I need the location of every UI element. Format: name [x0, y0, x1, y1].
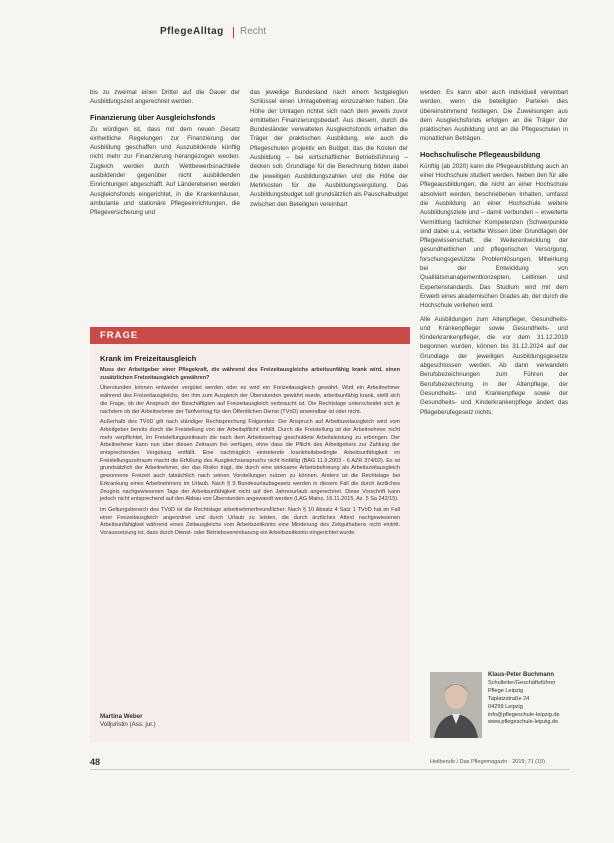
- author-city: 04299 Leipzig: [488, 703, 523, 710]
- column2-body: das jeweilige Bundesland nach einem festgelegten Schlüssel einen Umlagebeitrag einzuzahlen haben. Die Höhe der Umlagen richtet sich nach dem jeweils zuvor ermittelten Finanzierungsbedarf. Aus diesem, durch die Bundesländer verwalteten Ausgleichsfonds erhalten die Träger der praktischen Ausbildung, wie auch die Pflegeschulen projektiv ein Budget, das die Kosten der Ausbildung – bei wirtschaftlicher Betriebsführung – decken soll. Grundlage für die Berechnung bilden dabei die jeweiligen Ausbildungszahlen und die Höhe der Mehrkosten für die Ausbildungsvergütung. Das Ausbildungsbudget soll grundsätzlich als Pauschalbudget zwischen den Beteiligten vereinbart: [250, 89, 408, 208]
- article-column-2: [250, 88, 408, 213]
- question-title: Krank im Freizeitausgleich: [100, 354, 197, 363]
- journal-citation: Heilberufe / Das Pflegemagazin · 2019; 71 (10): [430, 759, 545, 765]
- answer-paragraph-3: Im Geltungsbereich des TVöD ist die Rechtslage arbeitnehmerfreundlicher: Nach § 10 Absatz 4 Satz 1 TVöD hat im Fall einer Freizeitausgleich angeordnet und durch Urlaub zu leisten, die durch ärztliches Attest nachgewiesenen Arbeitsunfähigkeit während eines Zeitausgleichs vom Arbeitszeitkonto eine Minderung des Zeitguthabens nicht eintritt. Voraussetzung ist, dass durch Dienst- oder Betriebsvereinbarung ein Arbeitszeitkonto eingerichtet wurde.: [100, 506, 400, 537]
- header-divider: [233, 27, 234, 38]
- author-details: [488, 672, 570, 727]
- page-number: 48: [90, 757, 101, 767]
- article-column-1: [90, 88, 240, 222]
- question-author-name: Martina Weber: [100, 713, 143, 720]
- question-author: [100, 713, 156, 729]
- question-box: [90, 327, 410, 742]
- page-footer: [0, 757, 614, 771]
- question-box-header: [90, 327, 410, 344]
- footer-divider: [90, 769, 570, 770]
- question-author-role: Volljuristin (Ass. jur.): [100, 721, 156, 728]
- author-name: Klaus-Peter Buchmann: [488, 672, 555, 678]
- author-email: info@pflegeschule-leipzig.de: [488, 711, 560, 718]
- article-column-3: [420, 88, 568, 421]
- subheading-financing: Finanzierung über Ausgleichsfonds: [90, 112, 216, 122]
- question-content: [100, 354, 400, 541]
- author-organization: Pflege Leipzig: [488, 687, 524, 694]
- section-category: Recht: [240, 26, 267, 37]
- question-label: FRAGE: [100, 330, 139, 341]
- answer-paragraph-2: Außerhalb des TVöD gilt nach ständiger Rechtsprechung Folgendes: Der Anspruch auf Arbeitszeitausgleich wird vom Arbeitgeber bereits durch die Freistellung von der Arbeitspflicht erfüllt. Durch die Freistellung ist der Arbeitnehmer nicht mehr verpflichtet, im Freistellungszeitraum die nach dem Arbeitsvertrag geschuldete Arbeitsleistung zu erbringen. Der Arbeitnehmer kann nun über diesen Zeitraum frei verfügen, ohne dass die Pflicht des Arbeitgebers zur Zahlung der entsprechenden Vergütung entfällt. Eine nachträglich eintretende krankheitsbedingte Arbeitsunfähigkeit im Freistellungszeitraum macht die Erfüllung des Ausgleichsanspruchs nicht hinfällig (BAG 11.9.2003 - 6 AZR 374/02). Es ist grundsätzlich der Arbeitnehmer, der das Risiko trägt, die durch eine wirksame Arbeitsbefreiung als Arbeitszeitausgleich gewonnene Freizeit auch tatsächlich nach seinen Vorstellungen nutzen zu können. Anders ist die Rechtslage bei Erkrankung eines Arbeitnehmers im Urlaub. Nach § 9 Bundesurlaubsgesetz werden in diesem Fall die durch ärztliches Zeugnis nachgewiesenen Tage der Arbeitsunfähigkeit nicht auf den Jahresurlaub angerechnet. Diese Vorschrift kann jedoch nicht entsprechend auf den Abbau von Überstunden angewandt werden (LAG Mainz, 16.11.2015, Az. 5 Sa 242/15).: [100, 419, 400, 503]
- column1-body: Zu würdigen ist, dass mit dem neuen Gesetz einheitliche Regelungen zur Finanzierung der Ausbildung geschaffen und Auszubildende künftig nicht mehr zur Finanzierung herangezogen werden. Zugleich werden durch Wettbewerbsnachteile ausbildender gegenüber nicht ausbildenden Einrichtungen abgeschafft. Auf Länderebenen werden Ausgleichsfonds eingerichtet, in die Krankenhäuser, ambulante und stationäre Pflegeeinrichtungen, die Pflegeversicherung und: [90, 125, 240, 217]
- author-street: Taplatzstraße 24: [488, 695, 530, 702]
- author-photo: [430, 672, 482, 738]
- subheading-university-education: Hochschulische Pflegeausbildung: [420, 149, 541, 159]
- column3-body-1: Künftig (ab 2020) kann die Pflegeausbildung auch an einer Hochschule studiert werden. Neben den für alle Pflegeausbildungen, die nicht an einer Hochschule absolviert werden, beschriebenen Inhalten, umfasst die Ausbildung an einer Hochschule weitere Ausbildungsziele und – damit verbunden – erweiterte Vermittlung fachlicher Kompetenzen (Schwerpunkte sind dabei u.a. vertiefte Wissen über Grundlagen der Pflegewissenschaft, die Weiterentwicklung der gesundheitlichen und pflegerischen Versorgung, forschungsgestützte Problemlösungen, Mitwirkung bei der Entwicklung von Qualitätsmanagementkonzepten, Leitlinien und Expertenstandards. Das Studium wird mit dem Erwerb eines akademischen Grades ab, der durch die Hochschule verliehen wird.: [420, 162, 568, 310]
- question-text: Muss der Arbeitgeber einer Pflegekraft, die während des Freizeitausgleichs arbeitsunfähig krank wird, einen zusätzlichen Freizeitausgleich gewähren?: [100, 367, 400, 381]
- author-contact-box: [430, 672, 570, 740]
- answer-paragraph-1: Überstunden können entweder vergütet werden oder es wird ein Freizeitausgleich gewährt. Wird ein Arbeitnehmer während des Freizeitausgleichs, der ihm zum Ausgleich der Überstunden gewährt wurde, arbeitsunfähig krank, stellt sich die Frage, ob der Anspruch der Beschäftigten auf Freizeitausgleich verbraucht ist. Die Rechtslage unterscheidet sich je nachdem ob der Arbeitnehmer der Tarifvertrag für den Öffentlichen Dienst (TVöD) anwendbar ist oder nicht.: [100, 385, 400, 415]
- column1-intro: bis zu zweimal einen Drittel auf die Dauer der Ausbildungszeit angerechnet werden.: [90, 89, 240, 106]
- author-website: www.pflegeschule-leipzig.de: [488, 719, 559, 726]
- column3-intro: werden. Es kann aber auch individuell vereinbart werden, wenn die beteiligten Parteien dies übereinstimmend festlegen. Die Zuweisungen aus dem Ausgleichsfonds erfolgen an die Träger der praktischen Ausbildung und an die Pflegeschulen in monatlichen Beträgen.: [420, 89, 568, 143]
- author-role: Schulleiter/Geschäftsführer: [488, 679, 556, 686]
- magazine-section-brand: PflegeAlltag: [160, 26, 224, 37]
- column3-body-2: Alle Ausbildungen zum Altenpfleger, Gesundheits- und Krankenpfleger sowie Gesundheits- und Kinderkrankenpfleger, die vor dem 31.12.2019 begonnen wurden, können bis 31.12.2024 auf der Grundlage der jeweiligen Ausbildungsgesetze abgeschlossen werden. Ab dann verwandeln Berufsbezeichnungen zum Führen der Berufsbezeichnung in der Altenpflege, der Gesundheits- und Krankenpflege sowie der Gesundheits- und Kinderkrankenpflege ändert das Pflegeberufegesetz nichts.: [420, 315, 568, 416]
- running-header: [0, 26, 614, 42]
